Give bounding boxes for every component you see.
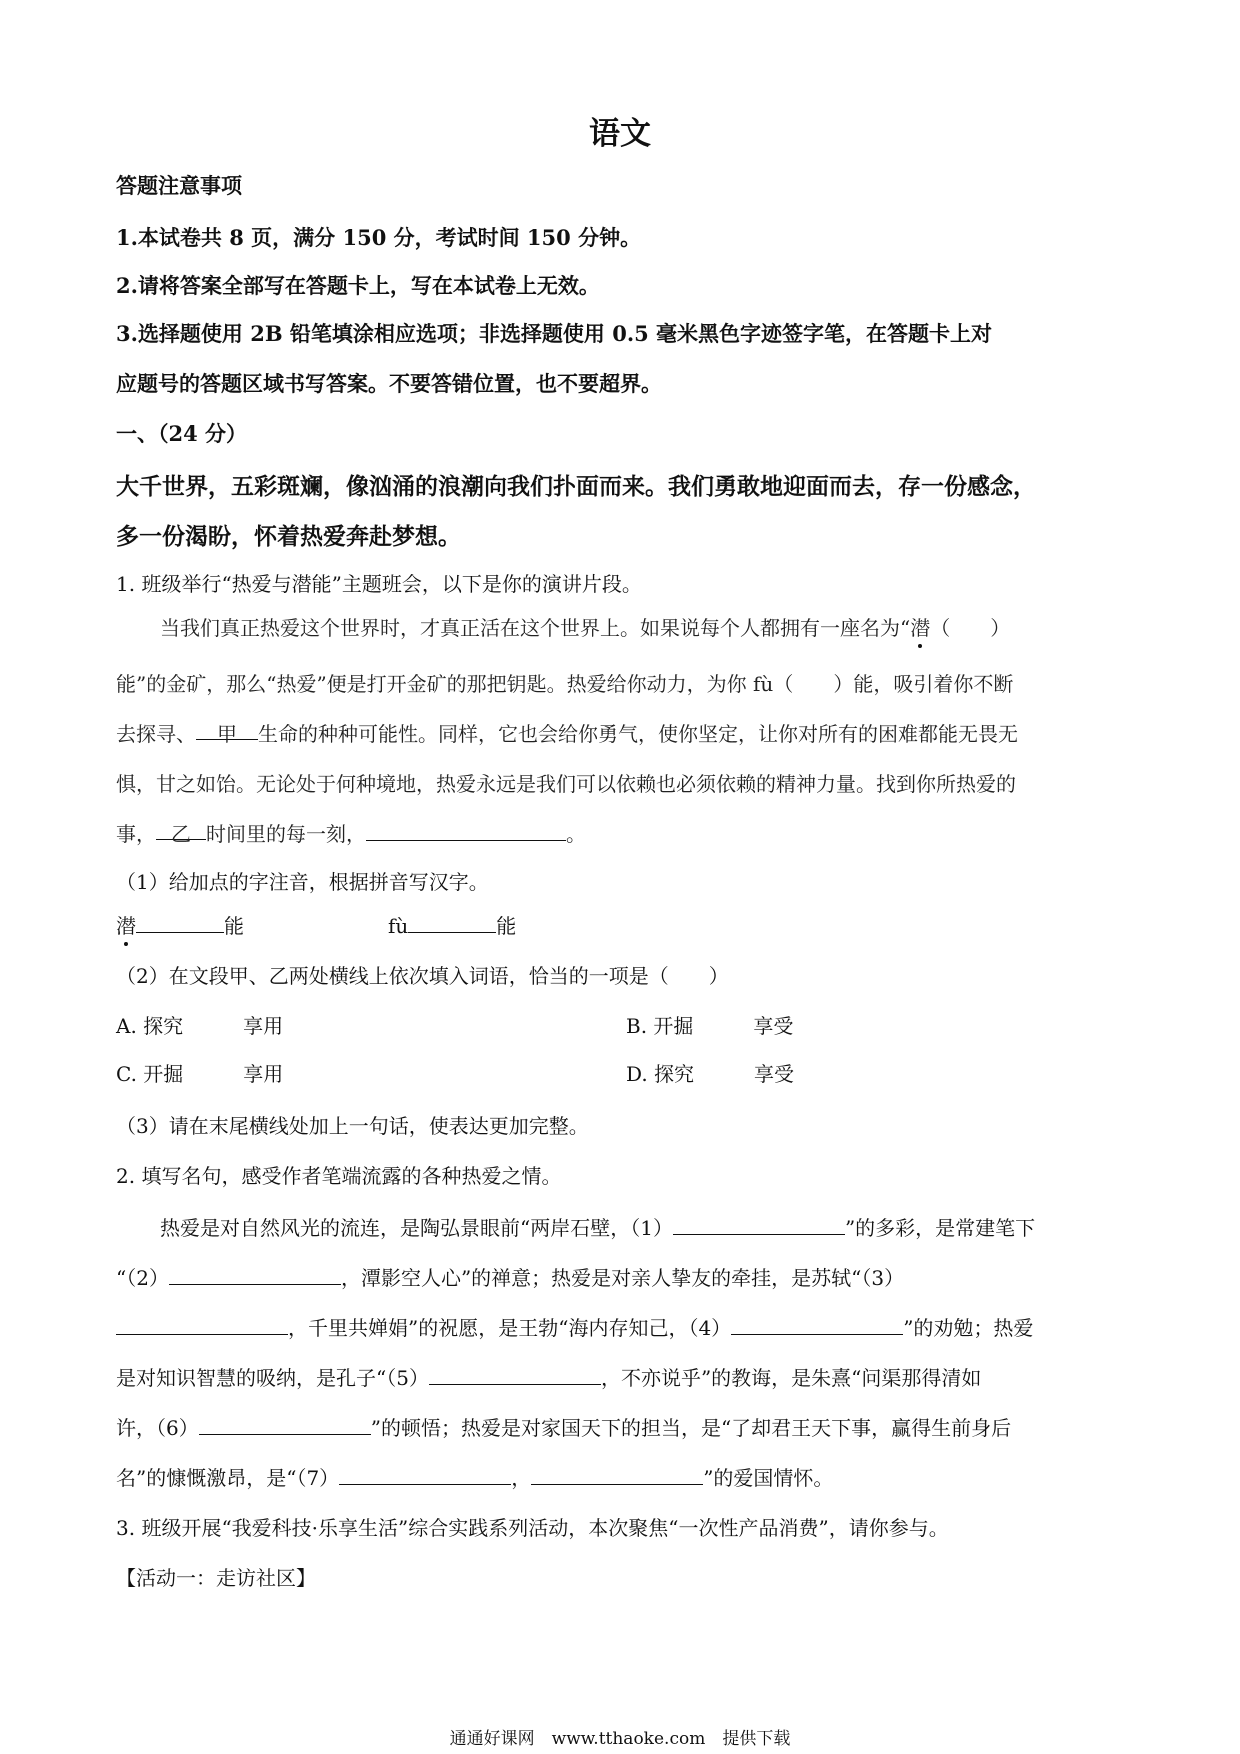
section-1-intro-line-2: 多一份渴盼，怀着热爱奔赴梦想。 — [116, 523, 461, 550]
passage-line-5: 事， 乙 时间里的每一刻， 。 — [116, 818, 586, 847]
blank-7b[interactable] — [531, 1463, 703, 1485]
notice-heading: 答题注意事项 — [116, 173, 242, 198]
answer-blank-fu-char[interactable] — [408, 911, 496, 933]
blank-4[interactable] — [731, 1313, 903, 1335]
section-1-intro-line-1: 大千世界，五彩斑斓，像汹涌的浪潮向我们扑面而来。我们勇敢地迎面而去，存一份感念， — [116, 473, 1036, 500]
notice-item-3-line-2: 应题号的答题区域书写答案。不要答错位置，也不要超界。 — [116, 371, 662, 396]
blank-3[interactable] — [116, 1313, 288, 1335]
question-3-stem: 3. 班级开展“我爱科技·乐享生活”综合实践系列活动，本次聚焦“一次性产品消费”，请你参与。 — [116, 1516, 949, 1540]
option-b[interactable]: B. 开掘 享受 — [626, 1014, 794, 1038]
question-1-sub-3: （3）请在末尾横线处加上一句话，使表达更加完整。 — [116, 1114, 589, 1138]
dotted-char-qian: 潜 — [910, 612, 930, 641]
passage-line-1: 当我们真正热爱这个世界时，才真正活在这个世界上。如果说每个人都拥有一座名为“潜（ ） — [160, 612, 1010, 641]
blank-jia[interactable]: 甲 — [196, 718, 258, 740]
blank-ending-sentence[interactable] — [366, 819, 566, 841]
notice-item-3-line-1: 3.选择题使用 2B 铅笔填涂相应选项；非选择题使用 0.5 毫米黑色字迹签字笔，在答题卡上对 — [116, 321, 993, 346]
answer-blank-qian-pinyin[interactable] — [136, 911, 224, 933]
blank-6[interactable] — [199, 1413, 371, 1435]
blank-2[interactable] — [169, 1263, 341, 1285]
blank-1[interactable] — [673, 1213, 845, 1235]
option-c[interactable]: C. 开掘 享用 — [116, 1062, 284, 1086]
notice-item-2: 2.请将答案全部写在答题卡上，写在本试卷上无效。 — [116, 273, 600, 298]
question-1-sub-2: （2）在文段甲、乙两处横线上依次填入词语，恰当的一项是（ ） — [116, 964, 729, 988]
q2-line-2: “（2） ，潭影空人心”的禅意；热爱是对亲人挚友的牵挂，是苏轼“（3） — [116, 1262, 904, 1291]
q2-line-1: 热爱是对自然风光的流连，是陶弘景眼前“两岸石壁，（1） ”的多彩，是常建笔下 — [160, 1212, 1035, 1241]
activity-1-heading: 【活动一：走访社区】 — [116, 1566, 316, 1590]
option-d[interactable]: D. 探究 享受 — [626, 1062, 795, 1086]
q2-line-6: 名”的慷慨激昂，是“（7） ， ”的爱国情怀。 — [116, 1462, 833, 1491]
q2-line-5: 许，（6） ”的顿悟；热爱是对家国天下的担当，是“了却君王天下事，赢得生前身后 — [116, 1412, 1011, 1441]
question-2-stem: 2. 填写名句，感受作者笔端流露的各种热爱之情。 — [116, 1164, 562, 1188]
q2-line-4: 是对知识智慧的吸纳，是孔子“（5） ，不亦说乎”的教诲，是朱熹“问渠那得清如 — [116, 1362, 981, 1391]
passage-line-3: 去探寻、 甲 生命的种种可能性。同样，它也会给你勇气，使你坚定，让你对所有的困难都能无畏无 — [116, 718, 1018, 747]
footer-text: 通通好课网 www.tthaoke.com 提供下载 — [449, 1729, 791, 1749]
answer-row-qian: 潜 能 — [116, 910, 244, 939]
passage-line-2: 能”的金矿，那么“热爱”便是打开金矿的那把钥匙。热爱给你动力，为你 fù（ ）能，吸引着你不断 — [116, 672, 1014, 696]
option-a[interactable]: A. 探究 享用 — [116, 1014, 284, 1038]
answer-row-fu: fù 能 — [388, 910, 516, 939]
question-1-sub-1: （1）给加点的字注音，根据拼音写汉字。 — [116, 870, 489, 894]
notice-item-1: 1.本试卷共 8 页，满分 150 分，考试时间 150 分钟。 — [116, 225, 642, 250]
blank-7a[interactable] — [339, 1463, 511, 1485]
blank-yi[interactable]: 乙 — [156, 818, 206, 840]
section-1-heading: 一、（24 分） — [116, 421, 248, 446]
page-title: 语文 — [589, 116, 651, 152]
blank-5[interactable] — [429, 1363, 601, 1385]
passage-line-4: 惧，甘之如饴。无论处于何种境地，热爱永远是我们可以依赖也必须依赖的精神力量。找到你所热爱的 — [116, 772, 1016, 796]
q2-line-3: ，千里共婵娟”的祝愿，是王勃“海内存知己，（4） ”的劝勉；热爱 — [116, 1312, 1033, 1341]
question-1-stem: 1. 班级举行“热爱与潜能”主题班会，以下是你的演讲片段。 — [116, 572, 642, 596]
